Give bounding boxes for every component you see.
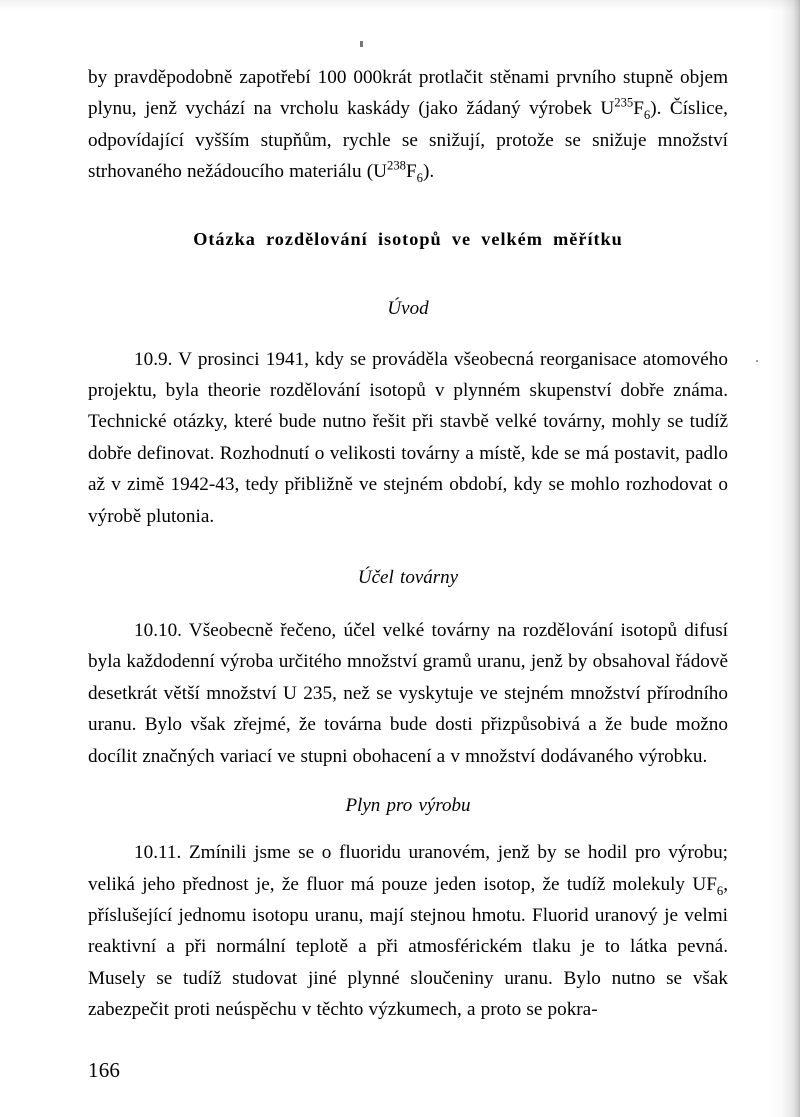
paragraph-10-9: 10.9. V prosinci 1941, kdy se prováděla všeobecná reorganisace atomového projektu, byla theorie rozdělování isotopů v plynném skupenství dobře známa. Technické otázky, které bude nutno řešit při stavbě velké továrny, mohly se tudíž dobře definovat. Rozhodnutí o velikosti továrny a místě, kde se má postavit, padlo až v zimě 1942-43, tedy přibližně ve stejném období, kdy se mohlo rozhodovat o výrobě plutonia. bbox=[88, 348, 728, 527]
scan-speck-artifact bbox=[756, 360, 758, 362]
spacer bbox=[88, 772, 728, 790]
scan-shadow-right-edge bbox=[766, 0, 800, 1117]
scan-speck-artifact bbox=[360, 41, 363, 47]
spacer bbox=[88, 532, 728, 562]
subscript: 6 bbox=[416, 171, 423, 186]
subscript: 6 bbox=[643, 108, 651, 123]
spacer bbox=[88, 593, 728, 615]
subsection-heading-ucel-tovarny: Účel továrny bbox=[357, 567, 459, 589]
spacer bbox=[88, 269, 728, 293]
section-heading: Otázka rozdělování isotopů ve velkém měřítku bbox=[193, 228, 623, 249]
spacer bbox=[88, 324, 728, 344]
superscript: 235 bbox=[614, 96, 634, 111]
paragraph-10-11: 10.11. Zmínili jsme se o fluoridu uranovém, jenž by se hodil pro výrobu; veliká jeho přednost je, že fluor má pouze jeden isotop, že tudíž molekuly $UF_6$, příslušející jednomu isotopu uranu, mají stejnou hmotu. Fluorid uranový je velmi reaktivní a při normální teplotě a při atmosférickém tlaku je to látka pevná. Musely se tudíž studovat jiné plynné sloučeniny uranu. Bylo nutno se však zabezpečit proti neúspěchu v těchto výzkumech, a proto se pokra- bbox=[88, 842, 728, 1021]
paragraph-10-10: 10.10. Všeobecně řečeno, účel velké továrny na rozdělování isotopů difusí byla každodenní výroba určitého množství gramů uranu, jenž by obsahoval řádově desetkrát větší množství U 235, než se vyskytuje ve stejném množství přírodního uranu. Bylo však zřejmé, že továrna bude dosti přizpůsobivá a že bude možno docílit značných variací ve stupni obohacení a v množství dodávaného výrobku. bbox=[88, 620, 728, 767]
subsection-heading-plyn-pro-vyrobu: Plyn pro výrobu bbox=[345, 795, 471, 817]
subsection-heading-uvod: Úvod bbox=[387, 297, 429, 319]
spacer bbox=[88, 821, 728, 837]
page-number: 166 bbox=[88, 1058, 121, 1082]
spacer bbox=[88, 188, 728, 224]
spacer bbox=[88, 255, 728, 269]
scan-shadow-top bbox=[0, 0, 800, 10]
paragraph-continued-from-previous-page: by pravděpodobně zapotřebí 100 000krát protlačit stěnami prvního stupně objem plynu, jenž vychází na vrcholu kaskády (jako žádaný výrobek $U^{235}F_6$). Číslice, odpovídající vyšším stupňům, rychle se snižují, protože se snižuje množství strhovaného nežádoucího materiálu $(U^{238}F_6)$. bbox=[88, 67, 728, 186]
superscript: 238 bbox=[386, 158, 406, 173]
subscript: 6 bbox=[716, 883, 724, 898]
text-block bbox=[88, 62, 728, 1026]
